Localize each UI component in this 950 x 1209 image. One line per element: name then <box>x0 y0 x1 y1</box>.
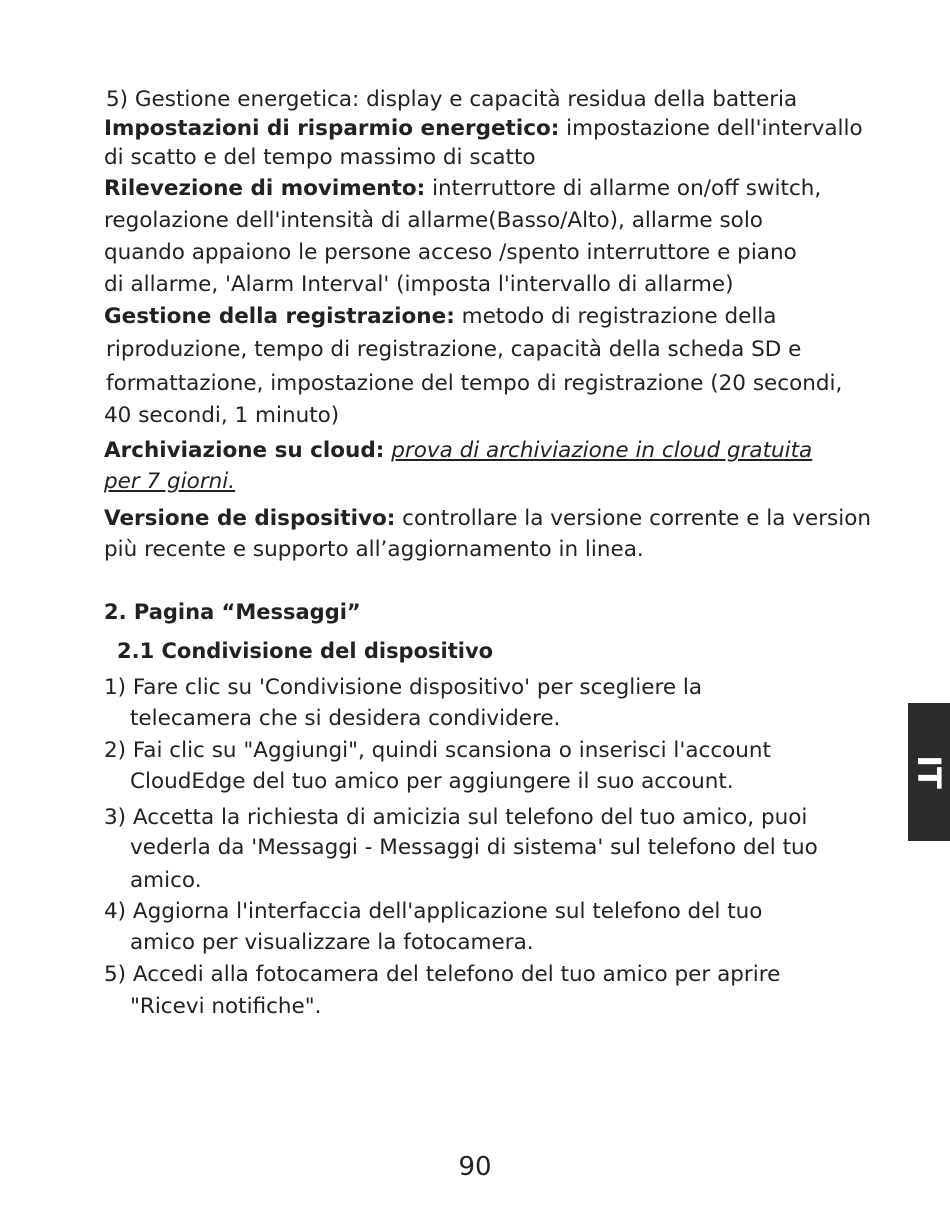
text-line: di scatto e del tempo massimo di scatto <box>104 145 536 170</box>
text-line: 5) Gestione energetica: display e capacità residua della batteria <box>106 87 798 112</box>
text-line: formattazione, impostazione del tempo di registrazione (20 secondi, <box>106 371 843 396</box>
text-line: Versione de dispositivo: controllare la versione corrente e la version <box>104 506 872 531</box>
section-label: Archiviazione su cloud: <box>104 438 385 463</box>
cloud-trial-link[interactable]: prova di archiviazione in cloud gratuita <box>391 438 813 463</box>
step-line: 2) Fai clic su "Aggiungi", quindi scansiona o inserisci l'account <box>104 738 771 763</box>
text-line: più recente e supporto all’aggiornamento in linea. <box>104 537 644 562</box>
section-label: Impostazioni di risparmio energetico: <box>104 116 560 141</box>
text-line: regolazione dell'intensità di allarme(Basso/Alto), allarme solo <box>104 208 763 233</box>
subsection-heading: 2.1 Condivisione del dispositivo <box>117 639 494 663</box>
text-line <box>104 467 235 497</box>
text-line <box>104 436 812 466</box>
step-line: "Ricevi notifiche". <box>130 994 322 1019</box>
text-line: riproduzione, tempo di registrazione, capacità della scheda SD e <box>106 337 802 362</box>
language-tab-label: IT <box>910 755 948 789</box>
language-tab <box>908 703 950 841</box>
step-line: telecamera che si desidera condividere. <box>130 706 561 731</box>
page-number: 90 <box>458 1152 492 1182</box>
text-line: Impostazioni di risparmio energetico: impostazione dell'intervallo <box>104 116 863 141</box>
step-line: 4) Aggiorna l'interfaccia dell'applicazione sul telefono del tuo <box>104 899 763 924</box>
text-line: quando appaiono le persone acceso /spento interruttore e piano <box>104 240 797 265</box>
section-label: Rilevezione di movimento: <box>104 176 426 201</box>
step-line: amico per visualizzare la fotocamera. <box>130 930 534 955</box>
text-line: di allarme, 'Alarm Interval' (imposta l'intervallo di allarme) <box>104 272 734 297</box>
step-line: amico. <box>130 868 202 893</box>
text-line: 40 secondi, 1 minuto) <box>104 403 340 428</box>
step-line: vederla da 'Messaggi - Messaggi di sistema' sul telefono del tuo <box>130 835 818 860</box>
section-label: Versione de dispositivo: <box>104 506 396 531</box>
step-line: CloudEdge del tuo amico per aggiungere il suo account. <box>130 769 734 794</box>
step-line: 3) Accetta la richiesta di amicizia sul telefono del tuo amico, puoi <box>104 805 808 830</box>
cloud-trial-link[interactable]: per 7 giorni. <box>104 469 236 494</box>
step-line: 1) Fare clic su 'Condivisione dispositivo' per scegliere la <box>104 675 703 700</box>
section-label: Gestione della registrazione: <box>104 304 455 329</box>
section-heading: 2. Pagina “Messaggi” <box>104 600 361 624</box>
step-line: 5) Accedi alla fotocamera del telefono del tuo amico per aprire <box>104 962 781 987</box>
text-line: Rilevezione di movimento: interruttore di allarme on/off switch, <box>104 176 822 201</box>
text-line: Gestione della registrazione: metodo di registrazione della <box>104 304 777 329</box>
